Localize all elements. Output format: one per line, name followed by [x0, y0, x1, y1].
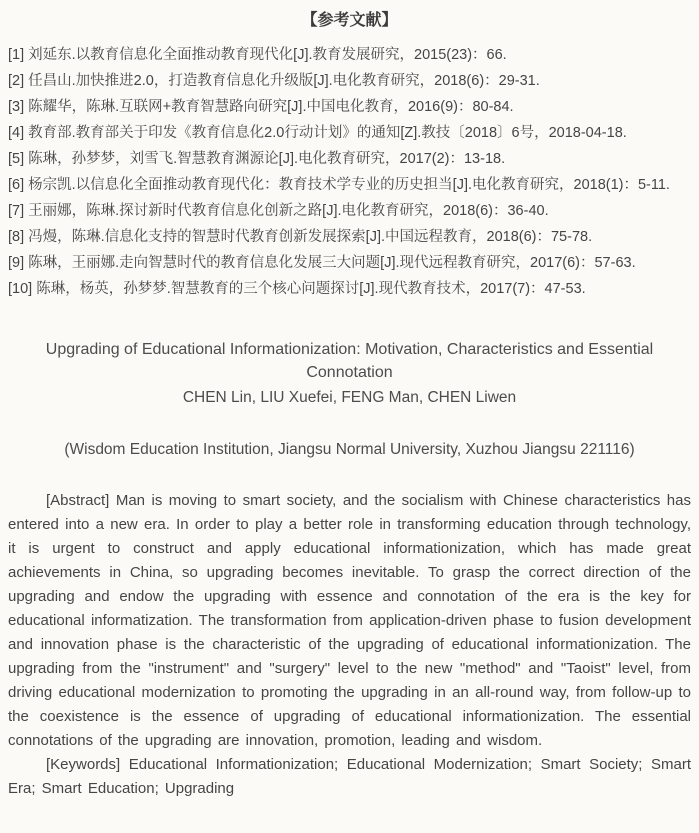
reference-item: [4] 教育部.教育部关于印发《教育信息化2.0行动计划》的通知[Z].教技〔2018〕6号，2018-04-18.	[8, 125, 627, 141]
english-title-block	[8, 338, 691, 409]
references-heading: 【参考文献】	[301, 12, 398, 29]
english-paper-title: Upgrading of Educational Informationization: Motivation, Characteristics and Essential Connotation	[45, 341, 654, 381]
references-list	[8, 42, 691, 302]
reference-item: [7] 王丽娜，陈琳.探讨新时代教育信息化创新之路[J].电化教育研究，2018(6)：36-40.	[8, 203, 549, 219]
affiliation-line: (Wisdom Education Institution, Jiangsu Normal University, Xuzhou Jiangsu 221116)	[64, 441, 635, 458]
keywords-paragraph: [Keywords] Educational Informationization; Educational Modernization; Smart Society; Smart Era; Smart Education; Upgrading	[8, 756, 691, 797]
authors-line: CHEN Lin, LIU Xuefei, FENG Man, CHEN Liwen	[182, 389, 517, 406]
reference-item: [2] 任昌山.加快推进2.0，打造教育信息化升级版[J].电化教育研究，2018(6)：29-31.	[8, 73, 540, 89]
reference-item: [10] 陈琳，杨英，孙梦梦.智慧教育的三个核心问题探讨[J].现代教育技术，2017(7)：47-53.	[8, 281, 586, 297]
reference-item: [3] 陈耀华，陈琳.互联网+教育智慧路向研究[J].中国电化教育，2016(9)：80-84.	[8, 99, 514, 115]
reference-item: [6] 杨宗凯.以信息化全面推动教育现代化：教育技术学专业的历史担当[J].电化教育研究，2018(1)：5-11.	[8, 177, 670, 193]
abstract-paragraph: [Abstract] Man is moving to smart society, and the socialism with Chinese characteristics has entered into a new era. In order to play a better role in transforming education through technology, it is urgent to construct and apply educational informationization, which has made great achievements in China, so upgrading becomes inevitable. To grasp the correct direction of the upgrading and endow the upgrading with essence and connotation of the era is the key for educational informatization. The transformation from application-driven phase to fusion development and innovation phase is the characteristic of the upgrading of educational informationization. The upgrading from the "instrument" and "surgery" level to the new "method" and "Taoist" level, from driving educational modernization to promoting the upgrading in an all-round way, from follow-up to the coexistence is the essence of upgrading of educational informationization. The essential connotations of the upgrading are innovation, promotion, leading and wisdom.	[8, 492, 691, 749]
reference-item: [9] 陈琳，王丽娜.走向智慧时代的教育信息化发展三大问题[J].现代远程教育研究，2017(6)：57-63.	[8, 255, 636, 271]
reference-item: [1] 刘延东.以教育信息化全面推动教育现代化[J].教育发展研究，2015(23)：66.	[8, 47, 507, 63]
reference-item: [5] 陈琳，孙梦梦，刘雪飞.智慧教育渊源论[J].电化教育研究，2017(2)：13-18.	[8, 151, 506, 167]
reference-item: [8] 冯熳，陈琳.信息化支持的智慧时代教育创新发展探索[J].中国远程教育，2018(6)：75-78.	[8, 229, 593, 245]
